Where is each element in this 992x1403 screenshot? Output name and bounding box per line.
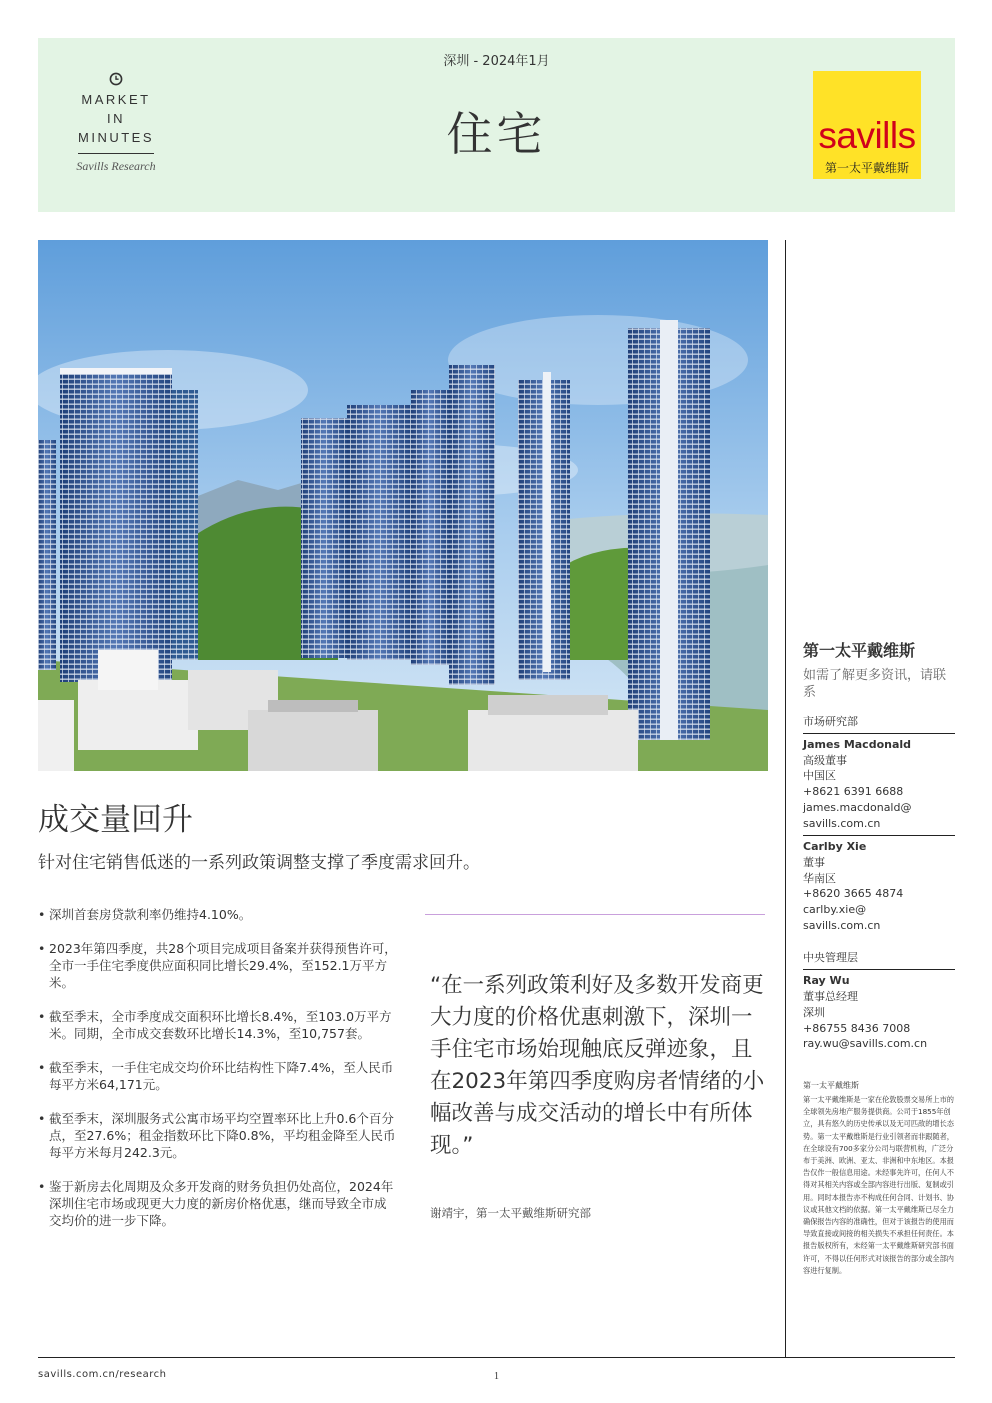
list-item: • 截至季末，全市季度成交面积环比增长8.4%，至103.0万平方米。同期，全市成交套数环比增长14.3%，至10,757套。 bbox=[38, 1008, 398, 1042]
page-number: 1 bbox=[494, 1371, 499, 1382]
brand-subtitle: Savills Research bbox=[76, 159, 156, 173]
savills-logo-chinese: 第一太平戴维斯 bbox=[824, 161, 909, 175]
footer-rule bbox=[38, 1357, 955, 1358]
clock-icon bbox=[109, 72, 123, 86]
contact-role: 高级董事 bbox=[803, 753, 847, 767]
contact-email-domain[interactable]: savills.com.cn bbox=[803, 918, 881, 932]
brand-line-3: MINUTES bbox=[78, 130, 154, 145]
savills-logo-word: savills bbox=[818, 115, 916, 156]
contact-email-domain[interactable]: savills.com.cn bbox=[803, 816, 881, 830]
savills-logo bbox=[813, 71, 921, 179]
contact-phone: +8620 3665 4874 bbox=[803, 887, 904, 901]
contact-name: Ray Wu bbox=[803, 974, 850, 988]
department-label: 中央管理层 bbox=[803, 951, 858, 965]
lead-paragraph: 针对住宅销售低迷的一系列政策调整支撑了季度需求回升。 bbox=[38, 853, 480, 873]
brand-line-1: MARKET bbox=[81, 92, 151, 107]
contact-card bbox=[803, 970, 955, 1056]
skyline-illustration bbox=[38, 240, 768, 771]
sidebar-title: 第一太平戴维斯 bbox=[803, 641, 916, 660]
pull-quote: “在一系列政策利好及多数开发商更大力度的价格优惠刺激下，深圳一手住宅市场始现触底反弹迹象，且在2023年第四季度购房者情绪的小幅改善与成交活动的增长中有所体现。” bbox=[430, 973, 765, 1158]
disclaimer-title: 第一太平戴维斯 bbox=[803, 1080, 859, 1090]
brand-line-2: IN bbox=[107, 111, 125, 126]
main-heading: 成交量回升 bbox=[38, 802, 193, 838]
cover-photo bbox=[38, 240, 768, 771]
contact-name: Carlby Xie bbox=[803, 840, 867, 854]
sidebar-subtitle: 如需了解更多资讯，请联系 bbox=[803, 668, 947, 700]
report-header bbox=[38, 38, 955, 212]
list-item: • 2023年第四季度，共28个项目完成项目备案并获得预售许可，全市一手住宅季度供应面积同比增长29.4%，至152.1万平方米。 bbox=[38, 940, 398, 991]
contact-region: 中国区 bbox=[803, 769, 836, 783]
contact-phone: +8621 6391 6688 bbox=[803, 785, 904, 799]
dateline: 深圳 - 2024年1月 bbox=[443, 54, 550, 69]
contact-card bbox=[803, 836, 955, 937]
list-item: • 截至季末，深圳服务式公寓市场平均空置率环比上升0.6个百分点，至27.6%；租金指数环比下降0.8%，平均租金降至人民币每平方米每月242.3元。 bbox=[38, 1110, 398, 1161]
list-item: • 截至季末，一手住宅成交均价环比结构性下降7.4%，至人民币每平方米64,171元。 bbox=[38, 1059, 398, 1093]
disclaimer-text: 第一太平戴维斯是一家在伦敦股票交易所上市的全球领先房地产服务提供商。公司于1855年创立，具有悠久的历史传承以及无可匹敌的增长态势。第一太平戴维斯是行业引领者而非跟随者，在全球设有700多家分公司与联营机构，广泛分布于美洲、欧洲、亚太、非洲和中东地区。本报告仅作一般信息用途。未经事先许可，任何人不得对其相关内容或全部内容进行出版、复制或引用。同时本报告亦不构成任何合同、计划书、协议或其他文档的依据。第一太平戴维斯已尽全力确保报告内容的准确性，但对于该报告的使用而导致直接或间接的相关损失不承担任何责任。本报告版权所有，未经第一太平戴维斯研究部书面许可，不得以任何形式对该报告的部分或全部内容进行复制。 bbox=[803, 1094, 954, 1275]
department-label: 市场研究部 bbox=[803, 715, 858, 728]
contact-name: James Macdonald bbox=[803, 738, 912, 751]
contact-email[interactable]: carlby.xie@ bbox=[803, 903, 867, 917]
key-points-list bbox=[38, 906, 398, 1246]
quote-attribution: 谢靖宇，第一太平戴维斯研究部 bbox=[430, 1206, 591, 1220]
contact-card bbox=[803, 734, 955, 835]
list-item: • 鉴于新房去化周期及众多开发商的财务负担仍处高位，2024年深圳住宅市场或现更大力度的新房价格优惠，继而导致全市成交均价的进一步下降。 bbox=[38, 1178, 398, 1229]
page-title: 住宅 bbox=[446, 107, 547, 161]
contact-region: 深圳 bbox=[803, 1005, 825, 1019]
contact-region: 华南区 bbox=[803, 871, 836, 885]
contact-role: 董事总经理 bbox=[803, 990, 858, 1004]
contact-sidebar bbox=[803, 638, 955, 1277]
contact-phone: +86755 8436 7008 bbox=[803, 1021, 911, 1035]
quote-divider bbox=[425, 914, 765, 915]
list-item: • 深圳首套房贷款利率仍维持4.10%。 bbox=[38, 906, 398, 923]
footer-url[interactable]: savills.com.cn/research bbox=[38, 1369, 167, 1380]
contact-role: 董事 bbox=[803, 855, 825, 869]
sidebar-divider bbox=[785, 240, 786, 1358]
contact-email[interactable]: james.macdonald@ bbox=[803, 800, 912, 814]
contact-email[interactable]: ray.wu@savills.com.cn bbox=[803, 1037, 928, 1051]
